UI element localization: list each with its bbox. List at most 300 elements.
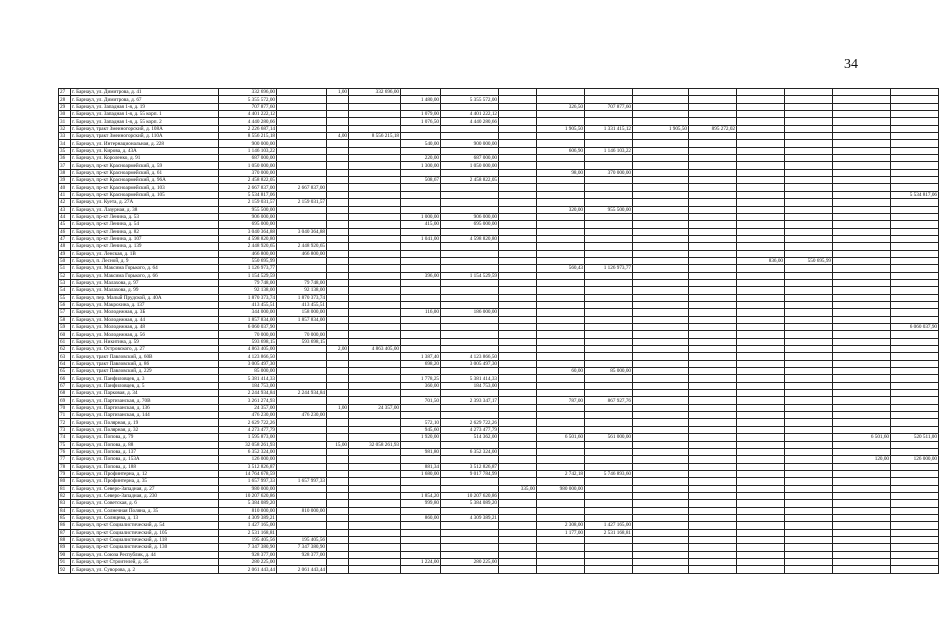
value-cell [401, 551, 441, 558]
value-cell [785, 133, 833, 140]
value-cell [785, 463, 833, 470]
value-cell [537, 456, 585, 463]
value-cell [585, 514, 633, 521]
value-cell [441, 287, 499, 294]
value-cell [537, 536, 585, 543]
value-cell: 184 753,00 [441, 382, 499, 389]
value-cell [401, 103, 441, 110]
value-cell [785, 316, 833, 323]
value-cell [689, 221, 737, 228]
value-cell [737, 331, 785, 338]
value-cell [499, 397, 537, 404]
value-cell [585, 331, 633, 338]
value-cell [327, 235, 349, 242]
value-cell [737, 96, 785, 103]
row-number-cell: 65 [59, 368, 71, 375]
value-cell [891, 235, 939, 242]
address-cell: г. Барнаул, ул. Панфиловцев, д. 3 [71, 375, 219, 382]
value-cell [737, 536, 785, 543]
value-cell [633, 346, 689, 353]
value-cell [737, 213, 785, 220]
table-row [59, 162, 939, 169]
value-cell: 10 207 620,86 [441, 492, 499, 499]
address-cell: г. Барнаул, ул. Максима Горького, д. 66 [71, 272, 219, 279]
value-cell [833, 162, 891, 169]
value-cell [499, 118, 537, 125]
value-cell: 5 381 414,33 [441, 375, 499, 382]
value-cell [585, 309, 633, 316]
value-cell [633, 478, 689, 485]
value-cell [891, 500, 939, 507]
value-cell [891, 536, 939, 543]
value-cell [833, 360, 891, 367]
value-cell [277, 382, 327, 389]
value-cell: 120,00 [833, 456, 891, 463]
value-cell [327, 485, 349, 492]
value-cell [585, 184, 633, 191]
value-cell [499, 522, 537, 529]
value-cell [891, 257, 939, 264]
value-cell: 370 000,00 [585, 169, 633, 176]
value-cell [633, 500, 689, 507]
address-cell: г. Барнаул, пр-кт Социалистический, д. 105 [71, 529, 219, 536]
row-number-cell: 29 [59, 103, 71, 110]
value-cell [327, 551, 349, 558]
value-cell [277, 346, 327, 353]
value-cell [633, 514, 689, 521]
row-number-cell: 32 [59, 125, 71, 132]
value-cell [349, 470, 401, 477]
table-row [59, 566, 939, 573]
value-cell [277, 265, 327, 272]
value-cell [785, 199, 833, 206]
value-cell [499, 191, 537, 198]
value-cell [499, 390, 537, 397]
value-cell [833, 199, 891, 206]
value-cell [401, 522, 441, 529]
total-cost-cell: 1 657 997,33 [219, 478, 277, 485]
value-cell [499, 412, 537, 419]
value-cell [833, 448, 891, 455]
value-cell [537, 426, 585, 433]
value-cell [785, 191, 833, 198]
total-cost-cell: 906 000,00 [219, 213, 277, 220]
value-cell [633, 191, 689, 198]
address-cell: г. Барнаул, пр-кт Строителей, д. 35 [71, 559, 219, 566]
value-cell [327, 500, 349, 507]
address-cell: г. Барнаул, тракт Змеиногорский, д. 110А [71, 133, 219, 140]
value-cell [277, 125, 327, 132]
table-row [59, 368, 939, 375]
table-row [59, 514, 939, 521]
table-row [59, 147, 939, 154]
table-row [59, 441, 939, 448]
value-cell: 5 746 893,60 [585, 470, 633, 477]
value-cell [833, 140, 891, 147]
value-cell: 1 854,20 [401, 492, 441, 499]
value-cell [327, 470, 349, 477]
address-cell: г. Барнаул, ул. Димитрова, д. 41 [71, 89, 219, 96]
row-number-cell: 92 [59, 566, 71, 573]
value-cell [737, 191, 785, 198]
value-cell [499, 434, 537, 441]
value-cell [833, 272, 891, 279]
value-cell [349, 338, 401, 345]
value-cell [327, 566, 349, 573]
value-cell [833, 147, 891, 154]
value-cell [585, 301, 633, 308]
value-cell [327, 177, 349, 184]
value-cell [689, 456, 737, 463]
value-cell [349, 353, 401, 360]
value-cell [891, 243, 939, 250]
value-cell [401, 331, 441, 338]
row-number-cell: 83 [59, 500, 71, 507]
address-cell: г. Барнаул, ул. Короленко, д. 91 [71, 155, 219, 162]
value-cell: 2 159 031,57 [277, 199, 327, 206]
value-cell [537, 448, 585, 455]
value-cell [327, 412, 349, 419]
value-cell [833, 382, 891, 389]
address-cell: г. Барнаул, ул. Лазурная, д. 38 [71, 206, 219, 213]
value-cell [349, 169, 401, 176]
value-cell [891, 448, 939, 455]
value-cell [833, 96, 891, 103]
value-cell [785, 221, 833, 228]
value-cell [441, 551, 499, 558]
value-cell [785, 279, 833, 286]
value-cell [499, 353, 537, 360]
value-cell [891, 96, 939, 103]
table-row [59, 522, 939, 529]
value-cell: 24 357,00 [349, 404, 401, 411]
value-cell [277, 103, 327, 110]
value-cell [585, 294, 633, 301]
address-cell: г. Барнаул, пр-кт Ленина, д. 54 [71, 221, 219, 228]
value-cell [327, 221, 349, 228]
total-cost-cell: 126 000,00 [219, 456, 277, 463]
value-cell [833, 125, 891, 132]
value-cell [585, 360, 633, 367]
value-cell [891, 125, 939, 132]
value-cell [585, 485, 633, 492]
total-cost-cell: 4 440 280,66 [219, 118, 277, 125]
table-row [59, 485, 939, 492]
value-cell [349, 111, 401, 118]
value-cell [537, 514, 585, 521]
value-cell [633, 426, 689, 433]
value-cell [891, 551, 939, 558]
value-cell [633, 448, 689, 455]
value-cell [785, 346, 833, 353]
value-cell [737, 390, 785, 397]
value-cell [737, 353, 785, 360]
row-number-cell: 69 [59, 397, 71, 404]
table-row [59, 199, 939, 206]
table-row [59, 301, 939, 308]
value-cell [349, 412, 401, 419]
value-cell [891, 529, 939, 536]
address-cell: г. Барнаул, ул. Союза Республик, д. 44 [71, 551, 219, 558]
table-row [59, 316, 939, 323]
table-row [59, 492, 939, 499]
row-number-cell: 54 [59, 287, 71, 294]
row-number-cell: 33 [59, 133, 71, 140]
value-cell [585, 404, 633, 411]
value-cell [737, 338, 785, 345]
value-cell: 550 695,99 [785, 257, 833, 264]
value-cell [277, 448, 327, 455]
value-cell [633, 412, 689, 419]
value-cell [633, 404, 689, 411]
table-row [59, 412, 939, 419]
value-cell [349, 213, 401, 220]
value-cell: 195 405,56 [277, 536, 327, 543]
value-cell [499, 331, 537, 338]
value-cell [327, 309, 349, 316]
value-cell [785, 500, 833, 507]
address-cell: г. Барнаул, пер. Малый Прудской, д. 40А [71, 294, 219, 301]
value-cell [585, 228, 633, 235]
value-cell [891, 522, 939, 529]
value-cell [401, 257, 441, 264]
row-number-cell: 49 [59, 250, 71, 257]
value-cell [737, 309, 785, 316]
value-cell [737, 118, 785, 125]
value-cell [349, 177, 401, 184]
value-cell [633, 155, 689, 162]
value-cell [349, 360, 401, 367]
value-cell [633, 169, 689, 176]
value-cell [737, 199, 785, 206]
table-row [59, 559, 939, 566]
value-cell [441, 404, 499, 411]
total-cost-cell: 4 273 477,79 [219, 426, 277, 433]
value-cell [891, 103, 939, 110]
value-cell [689, 243, 737, 250]
value-cell [349, 324, 401, 331]
value-cell [737, 382, 785, 389]
value-cell [633, 324, 689, 331]
value-cell [833, 404, 891, 411]
value-cell [349, 397, 401, 404]
value-cell [633, 287, 689, 294]
value-cell [499, 404, 537, 411]
value-cell [441, 316, 499, 323]
value-cell [537, 155, 585, 162]
value-cell [349, 382, 401, 389]
value-cell [327, 213, 349, 220]
value-cell [537, 404, 585, 411]
value-cell [277, 169, 327, 176]
value-cell [349, 463, 401, 470]
value-cell: 1,00 [327, 404, 349, 411]
table-row [59, 169, 939, 176]
value-cell [833, 522, 891, 529]
value-cell [891, 169, 939, 176]
row-number-cell: 85 [59, 514, 71, 521]
value-cell [277, 368, 327, 375]
value-cell: 8 556 215,18 [349, 133, 401, 140]
value-cell [785, 125, 833, 132]
value-cell [633, 213, 689, 220]
value-cell [499, 492, 537, 499]
value-cell [401, 184, 441, 191]
value-cell [327, 118, 349, 125]
address-cell: г. Барнаул, ул. Попова, д. 79 [71, 434, 219, 441]
value-cell [327, 331, 349, 338]
row-number-cell: 71 [59, 412, 71, 419]
address-cell: г. Барнаул, ул. Партизанская, д. 70В [71, 397, 219, 404]
value-cell [785, 478, 833, 485]
total-cost-cell: 1 154 529,59 [219, 272, 277, 279]
value-cell [499, 250, 537, 257]
value-cell [327, 111, 349, 118]
value-cell [737, 111, 785, 118]
value-cell [737, 441, 785, 448]
value-cell [633, 492, 689, 499]
value-cell [349, 492, 401, 499]
value-cell [633, 375, 689, 382]
value-cell [537, 89, 585, 96]
value-cell [785, 529, 833, 536]
address-cell: г. Барнаул, ул. Молодежная, д. 3Б [71, 309, 219, 316]
value-cell [737, 463, 785, 470]
value-cell: 707 877,60 [585, 103, 633, 110]
value-cell [891, 419, 939, 426]
value-cell [349, 368, 401, 375]
value-cell [499, 382, 537, 389]
value-cell [499, 338, 537, 345]
value-cell [785, 96, 833, 103]
value-cell: 360,00 [401, 382, 441, 389]
table-row [59, 265, 939, 272]
value-cell: 1 224,00 [401, 559, 441, 566]
value-cell [401, 243, 441, 250]
value-cell: 1 146 103,22 [585, 147, 633, 154]
value-cell [689, 316, 737, 323]
value-cell [441, 133, 499, 140]
value-cell [441, 346, 499, 353]
value-cell [689, 309, 737, 316]
value-cell: 3 040 364,88 [277, 228, 327, 235]
address-cell: г. Барнаул, тракт Павловский, д. 60В [71, 353, 219, 360]
value-cell [327, 301, 349, 308]
value-cell [441, 338, 499, 345]
value-cell [737, 243, 785, 250]
value-cell [537, 375, 585, 382]
table-row [59, 140, 939, 147]
value-cell [737, 544, 785, 551]
value-cell [833, 206, 891, 213]
value-cell [633, 360, 689, 367]
value-cell [633, 89, 689, 96]
value-cell [277, 434, 327, 441]
table-row [59, 111, 939, 118]
value-cell [633, 544, 689, 551]
value-cell [401, 133, 441, 140]
value-cell [737, 103, 785, 110]
value-cell [785, 324, 833, 331]
value-cell [891, 559, 939, 566]
value-cell [633, 206, 689, 213]
value-cell [737, 125, 785, 132]
repair-registry-table [58, 88, 939, 574]
value-cell [785, 162, 833, 169]
value-cell [277, 147, 327, 154]
value-cell: 6 352 324,00 [441, 448, 499, 455]
value-cell: 92 138,00 [277, 287, 327, 294]
value-cell [689, 551, 737, 558]
value-cell: 2 742,18 [537, 470, 585, 477]
total-cost-cell: 810 000,00 [219, 507, 277, 514]
value-cell [277, 514, 327, 521]
value-cell [327, 162, 349, 169]
value-cell [349, 566, 401, 573]
value-cell: 32 058 261,93 [349, 441, 401, 448]
table-row [59, 382, 939, 389]
value-cell [441, 125, 499, 132]
address-cell: г. Барнаул, ул. Малахова, д. 97 [71, 279, 219, 286]
total-cost-cell: 3 512 826,87 [219, 463, 277, 470]
value-cell [537, 96, 585, 103]
value-cell [349, 162, 401, 169]
address-cell: г. Барнаул, ул. Попова, д. 188 [71, 463, 219, 470]
row-number-cell: 73 [59, 426, 71, 433]
table-row [59, 544, 939, 551]
address-cell: г. Барнаул, пр-кт Красноармейский, д. 59 [71, 162, 219, 169]
value-cell [833, 331, 891, 338]
total-cost-cell: 92 138,00 [219, 287, 277, 294]
table-row [59, 536, 939, 543]
value-cell [633, 331, 689, 338]
value-cell [833, 111, 891, 118]
value-cell: 881,34 [401, 463, 441, 470]
value-cell [633, 96, 689, 103]
value-cell [633, 309, 689, 316]
value-cell [499, 235, 537, 242]
value-cell: 85 000,00 [585, 368, 633, 375]
value-cell [737, 316, 785, 323]
address-cell: г. Барнаул, ул. Советская, д. 6 [71, 500, 219, 507]
table-row [59, 279, 939, 286]
address-cell: г. Барнаул, ул. Молодежная, д. 56 [71, 331, 219, 338]
value-cell [499, 529, 537, 536]
table-row [59, 221, 939, 228]
total-cost-cell: 4 123 866,50 [219, 353, 277, 360]
value-cell: 787,00 [537, 397, 585, 404]
value-cell [891, 294, 939, 301]
value-cell: 326,50 [537, 103, 585, 110]
value-cell: 1 126 973,77 [585, 265, 633, 272]
value-cell [785, 89, 833, 96]
value-cell [689, 404, 737, 411]
value-cell [585, 89, 633, 96]
value-cell [277, 221, 327, 228]
value-cell [585, 441, 633, 448]
value-cell [833, 492, 891, 499]
value-cell [737, 522, 785, 529]
value-cell: 900 000,00 [441, 140, 499, 147]
value-cell: 5 534 817,06 [891, 191, 939, 198]
value-cell: 2 061 443,44 [277, 566, 327, 573]
value-cell [499, 375, 537, 382]
row-number-cell: 78 [59, 463, 71, 470]
address-cell: г. Барнаул, пр-кт Красноармейский, д. 103 [71, 184, 219, 191]
value-cell [499, 89, 537, 96]
value-cell [585, 324, 633, 331]
value-cell [785, 404, 833, 411]
